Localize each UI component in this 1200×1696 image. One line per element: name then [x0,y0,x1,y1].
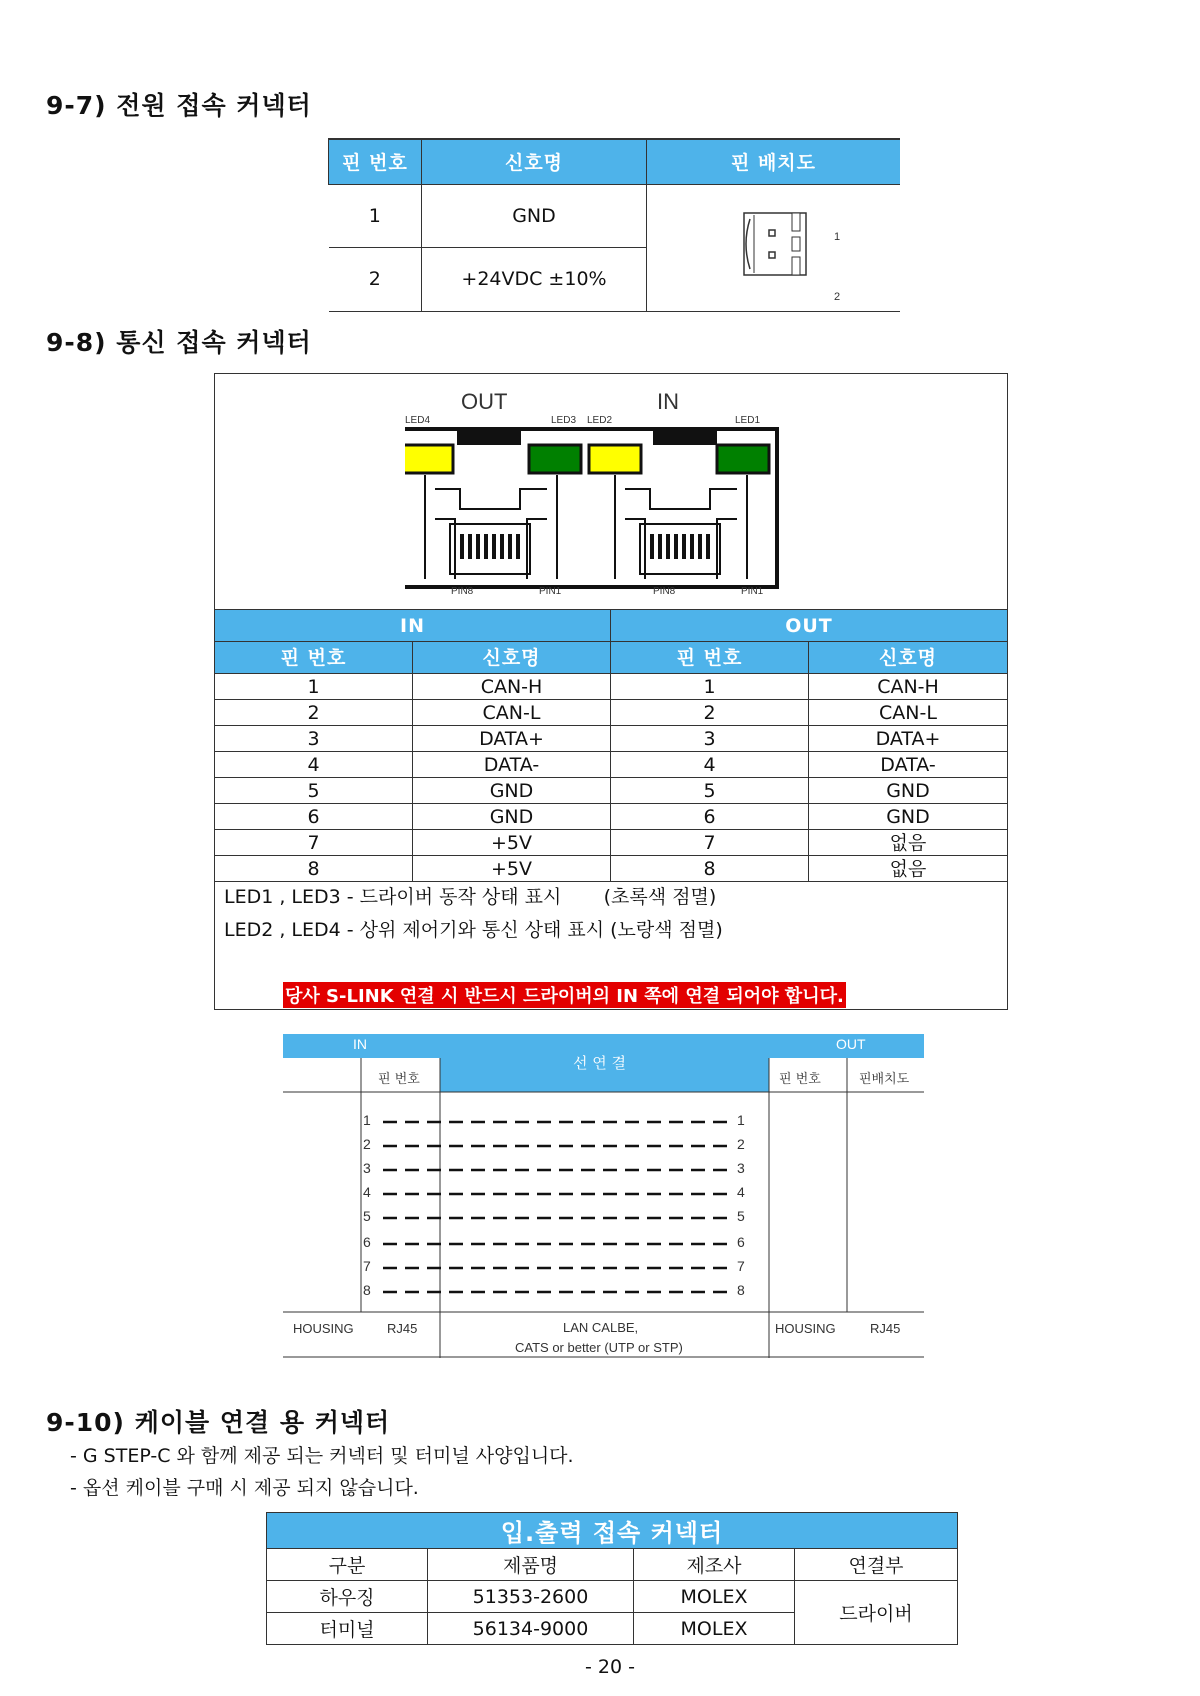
in-pin-label: 7 [363,1258,371,1274]
part-cell: 56134-9000 [428,1613,634,1645]
wiring-out-label: OUT [836,1036,866,1052]
comm-cell-out-pin: 4 [611,752,809,778]
comm-cell-in-sig: DATA- [413,752,611,778]
col-signal: 신호명 [422,139,647,184]
comm-row [215,804,1008,830]
comm-cell-out-sig: 없음 [809,830,1008,856]
comm-cell-in-sig: GND [413,778,611,804]
out-pin-label: 8 [737,1282,745,1298]
pin1-label: PIN1 [539,586,562,597]
section-title-9-10: 9-10) 케이블 연결 용 커넥터 [46,1408,391,1437]
comm-cell-in-sig: DATA+ [413,726,611,752]
col-pin: 핀 번호 [329,139,422,184]
io-connector-table [266,1512,958,1645]
section-title-9-7: 9-7) 전원 접속 커넥터 [46,91,312,120]
in-pin-label: 1 [363,1112,371,1128]
led4-yellow [405,445,453,473]
col-in-pin: 핀 번호 [215,642,413,674]
comm-cell-out-pin: 5 [611,778,809,804]
section-title-9-8: 9-8) 통신 접속 커넥터 [46,328,312,357]
wiring-diagram [283,1034,925,1358]
comm-row [215,856,1008,882]
maker-cell: MOLEX [634,1613,795,1645]
led1-green [717,445,769,473]
col-layout: 핀 배치도 [647,139,901,184]
page-number: - 20 - [585,1656,635,1678]
out-label: OUT [461,389,508,414]
wiring-pin-layout: 핀배치도 [859,1072,910,1087]
col-part: 제품명 [428,1549,634,1581]
comm-cell-out-sig: 없음 [809,856,1008,882]
bullet-1: - G STEP-C 와 함께 제공 되는 커넥터 및 터미널 사양입니다. [70,1445,574,1467]
comm-cell-in-sig: +5V [413,830,611,856]
led-note-1: LED1 , LED3 - 드라이버 동작 상태 표시 (초록색 점멸) [224,886,717,908]
out-pin-label: 1 [737,1112,745,1128]
pin-layout-cell [647,184,901,311]
led1-label: LED1 [735,415,761,426]
comm-cell-out-sig: GND [809,804,1008,830]
led4-label: LED4 [405,415,431,426]
out-pin-label: 2 [737,1136,745,1152]
comm-cell-in-sig: +5V [413,856,611,882]
comm-cell-in-pin: 5 [215,778,413,804]
comm-cell-in-sig: CAN-H [413,674,611,700]
comm-row [215,752,1008,778]
col-maker: 제조사 [634,1549,795,1581]
pin-cell: 1 [329,184,422,248]
comm-connector-box [214,373,1008,1010]
out-pin-label: 5 [737,1208,745,1224]
comm-row [215,778,1008,804]
group-in: IN [215,610,611,642]
group-out: OUT [611,610,1008,642]
diagram-label-2: 2 [833,290,840,303]
comm-pin-table [214,609,1008,882]
col-in-signal: 신호명 [413,642,611,674]
comm-cell-in-pin: 8 [215,856,413,882]
comm-cell-out-sig: GND [809,778,1008,804]
comm-cell-in-sig: CAN-L [413,700,611,726]
comm-cell-out-sig: CAN-H [809,674,1008,700]
comm-cell-in-pin: 4 [215,752,413,778]
pin-cell: 2 [329,248,422,312]
in-pin-label: 5 [363,1208,371,1224]
wiring-in-pin-no: 핀 번호 [378,1072,420,1087]
out-pin-label: 7 [737,1258,745,1274]
kind-cell: 하우징 [267,1581,428,1613]
connect-cell: 드라이버 [795,1581,958,1645]
comm-cell-out-sig: DATA- [809,752,1008,778]
led3-green [529,445,581,473]
comm-cell-in-pin: 1 [215,674,413,700]
cable-line-1: LAN CALBE, [563,1320,639,1335]
io-table-title: 입.출력 접속 커넥터 [267,1513,958,1549]
cable-line-2: CATS or better (UTP or STP) [515,1340,683,1355]
in-pin-label: 3 [363,1160,371,1176]
signal-cell: +24VDC ±10% [422,248,647,312]
led3-label: LED3 [551,415,577,426]
rj45-port-figure [405,379,785,589]
led2-label: LED2 [587,415,613,426]
col-connect: 연결부 [795,1549,958,1581]
out-housing-label: HOUSING [775,1321,836,1336]
comm-row [215,674,1008,700]
comm-row [215,700,1008,726]
signal-cell: GND [422,184,647,248]
led2-yellow [589,445,641,473]
comm-cell-in-pin: 2 [215,700,413,726]
in-pin-label: 8 [363,1282,371,1298]
out-pin-label: 4 [737,1184,745,1200]
comm-cell-in-sig: GND [413,804,611,830]
in-pin-label: 6 [363,1234,371,1250]
comm-row [215,830,1008,856]
pin8-label: PIN8 [653,586,676,597]
maker-cell: MOLEX [634,1581,795,1613]
pin8-label: PIN8 [451,586,474,597]
col-out-pin: 핀 번호 [611,642,809,674]
in-housing-label: HOUSING [293,1321,354,1336]
comm-row [215,726,1008,752]
pin1-label: PIN1 [741,586,764,597]
col-kind: 구분 [267,1549,428,1581]
kind-cell: 터미널 [267,1613,428,1645]
power-connector-table [328,138,900,312]
wiring-middle-label: 선 연 결 [573,1054,627,1072]
col-out-signal: 신호명 [809,642,1008,674]
wiring-out-pin-no: 핀 번호 [779,1072,821,1087]
out-pin-label: 6 [737,1234,745,1250]
comm-cell-out-pin: 7 [611,830,809,856]
in-pin-label: 2 [363,1136,371,1152]
comm-cell-out-pin: 1 [611,674,809,700]
part-cell: 51353-2600 [428,1581,634,1613]
slink-warning: 당사 S-LINK 연결 시 반드시 드라이버의 IN 쪽에 연결 되어야 합니다. [283,982,846,1008]
diagram-label-1: 1 [833,230,840,243]
bullet-2: - 옵션 케이블 구매 시 제공 되지 않습니다. [70,1477,419,1499]
comm-cell-in-pin: 7 [215,830,413,856]
out-pin-label: 3 [737,1160,745,1176]
comm-cell-out-pin: 3 [611,726,809,752]
in-pin-label: 4 [363,1184,371,1200]
comm-cell-out-pin: 8 [611,856,809,882]
wiring-in-label: IN [353,1036,367,1052]
comm-cell-out-sig: CAN-L [809,700,1008,726]
comm-cell-out-pin: 6 [611,804,809,830]
led-note-2: LED2 , LED4 - 상위 제어기와 통신 상태 표시 (노랑색 점멸) [224,919,723,941]
in-label: IN [657,389,679,414]
comm-cell-in-pin: 3 [215,726,413,752]
terminal-block-diagram [664,185,884,311]
in-rj45-label: RJ45 [387,1321,418,1336]
comm-cell-out-sig: DATA+ [809,726,1008,752]
comm-cell-in-pin: 6 [215,804,413,830]
comm-cell-out-pin: 2 [611,700,809,726]
out-rj45-label: RJ45 [870,1321,901,1336]
